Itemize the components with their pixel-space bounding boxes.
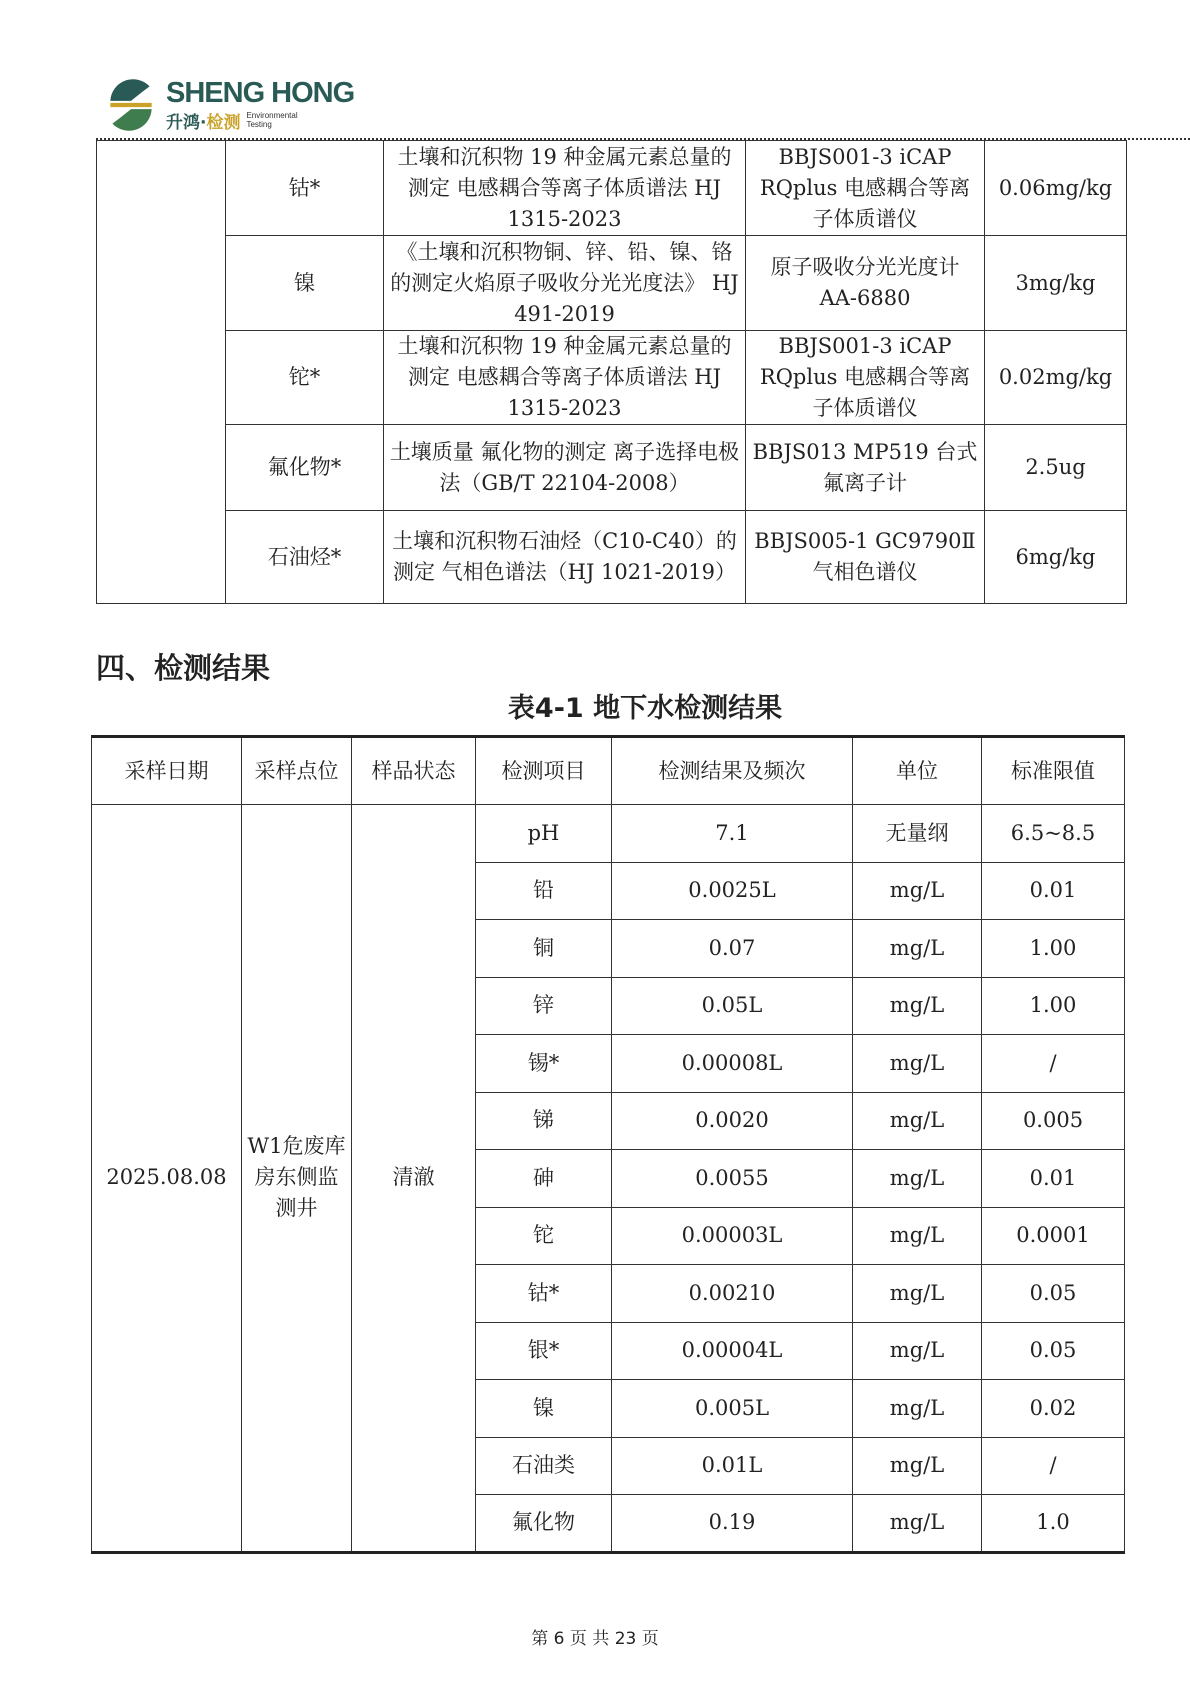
- unit-cell: 无量纲: [853, 805, 982, 863]
- item-cell: 铊: [476, 1207, 612, 1265]
- method-table: [96, 140, 1127, 604]
- result-cell: 0.05L: [612, 977, 853, 1035]
- method-cell: 土壤和沉积物 19 种金属元素总量的测定 电感耦合等离子体质谱法 HJ 1315-2023: [384, 141, 746, 236]
- sampling-date: 2025.08.08: [92, 805, 242, 1553]
- company-logo: [100, 74, 354, 136]
- result-cell: 0.01L: [612, 1437, 853, 1495]
- limit-cell: 6mg/kg: [985, 511, 1127, 604]
- unit-cell: mg/L: [853, 1035, 982, 1093]
- std-cell: 0.05: [982, 1265, 1125, 1323]
- item-cell: 石油烃*: [226, 511, 384, 604]
- table-caption: 表4-1 地下水检测结果: [507, 693, 783, 724]
- item-cell: 钴*: [226, 141, 384, 236]
- header-cell: 检测项目: [476, 737, 612, 805]
- limit-cell: 3mg/kg: [985, 236, 1127, 331]
- std-cell: 0.01: [982, 1150, 1125, 1208]
- unit-cell: mg/L: [853, 862, 982, 920]
- result-cell: 0.0025L: [612, 862, 853, 920]
- header-cell: 样品状态: [352, 737, 476, 805]
- section-heading: 四、检测结果: [96, 651, 271, 685]
- method-row: [97, 511, 1127, 604]
- item-cell: 钴*: [476, 1265, 612, 1323]
- unit-cell: mg/L: [853, 1207, 982, 1265]
- logo-sub2: Testing: [246, 120, 272, 129]
- logo-english: SHENG HONG: [166, 76, 355, 109]
- std-cell: 0.02: [982, 1380, 1125, 1438]
- limit-cell: 0.02mg/kg: [985, 331, 1127, 425]
- unit-cell: mg/L: [853, 1150, 982, 1208]
- unit-cell: mg/L: [853, 1092, 982, 1150]
- method-cell: 土壤质量 氟化物的测定 离子选择电极法（GB/T 22104-2008）: [384, 425, 746, 511]
- std-cell: 1.0: [982, 1495, 1125, 1553]
- unit-cell: mg/L: [853, 1437, 982, 1495]
- logo-cn-name: 升鸿·: [166, 112, 207, 133]
- std-cell: 0.005: [982, 1092, 1125, 1150]
- item-cell: 氟化物*: [226, 425, 384, 511]
- logo-sub1: Environmental: [246, 111, 298, 120]
- result-cell: 0.00004L: [612, 1322, 853, 1380]
- header-cell: 采样点位: [242, 737, 352, 805]
- logo-mark-icon: [100, 74, 162, 136]
- unit-cell: mg/L: [853, 1322, 982, 1380]
- unit-cell: mg/L: [853, 920, 982, 978]
- std-cell: 1.00: [982, 920, 1125, 978]
- item-cell: 镍: [226, 236, 384, 331]
- item-cell: 铊*: [226, 331, 384, 425]
- result-cell: 0.07: [612, 920, 853, 978]
- std-cell: 0.01: [982, 862, 1125, 920]
- logo-cn-testing: 检测: [206, 112, 241, 133]
- item-cell: 镍: [476, 1380, 612, 1438]
- item-cell: 银*: [476, 1322, 612, 1380]
- unit-cell: mg/L: [853, 1265, 982, 1323]
- header-cell: 单位: [853, 737, 982, 805]
- method-cell: 《土壤和沉积物铜、锌、铅、镍、铬的测定火焰原子吸收分光光度法》 HJ 491-2019: [384, 236, 746, 331]
- item-cell: 石油类: [476, 1437, 612, 1495]
- item-cell: 锑: [476, 1092, 612, 1150]
- header-row: [92, 737, 1125, 805]
- std-cell: 6.5~8.5: [982, 805, 1125, 863]
- item-cell: 砷: [476, 1150, 612, 1208]
- method-cell: 土壤和沉积物石油烃（C10-C40）的测定 气相色谱法（HJ 1021-2019）: [384, 511, 746, 604]
- result-row: [92, 805, 1125, 863]
- method-row: [97, 141, 1127, 236]
- result-cell: 7.1: [612, 805, 853, 863]
- limit-cell: 2.5ug: [985, 425, 1127, 511]
- method-cell: 土壤和沉积物 19 种金属元素总量的测定 电感耦合等离子体质谱法 HJ 1315-2023: [384, 331, 746, 425]
- category-cell: [97, 141, 226, 604]
- std-cell: /: [982, 1437, 1125, 1495]
- std-cell: /: [982, 1035, 1125, 1093]
- method-row: [97, 236, 1127, 331]
- sample-state: 清澈: [352, 805, 476, 1553]
- std-cell: 0.0001: [982, 1207, 1125, 1265]
- result-cell: 0.19: [612, 1495, 853, 1553]
- item-cell: 氟化物: [476, 1495, 612, 1553]
- limit-cell: 0.06mg/kg: [985, 141, 1127, 236]
- header-cell: 标准限值: [982, 737, 1125, 805]
- page-number: 第 6 页 共 23 页: [531, 1629, 659, 1649]
- result-cell: 0.0055: [612, 1150, 853, 1208]
- item-cell: 铅: [476, 862, 612, 920]
- sampling-location: W1危废库房东侧监测井: [242, 805, 352, 1553]
- item-cell: pH: [476, 805, 612, 863]
- header-cell: 检测结果及频次: [612, 737, 853, 805]
- instrument-cell: 原子吸收分光光度计 AA-6880: [746, 236, 985, 331]
- item-cell: 铜: [476, 920, 612, 978]
- std-cell: 0.05: [982, 1322, 1125, 1380]
- item-cell: 锡*: [476, 1035, 612, 1093]
- result-cell: 0.0020: [612, 1092, 853, 1150]
- item-cell: 锌: [476, 977, 612, 1035]
- unit-cell: mg/L: [853, 1495, 982, 1553]
- header-cell: 采样日期: [92, 737, 242, 805]
- results-table: [91, 735, 1125, 1554]
- instrument-cell: BBJS001-3 iCAP RQplus 电感耦合等离子体质谱仪: [746, 141, 985, 236]
- unit-cell: mg/L: [853, 1380, 982, 1438]
- instrument-cell: BBJS013 MP519 台式氟离子计: [746, 425, 985, 511]
- unit-cell: mg/L: [853, 977, 982, 1035]
- result-cell: 0.00003L: [612, 1207, 853, 1265]
- instrument-cell: BBJS001-3 iCAP RQplus 电感耦合等离子体质谱仪: [746, 331, 985, 425]
- result-cell: 0.00008L: [612, 1035, 853, 1093]
- result-cell: 0.00210: [612, 1265, 853, 1323]
- method-row: [97, 331, 1127, 425]
- result-cell: 0.005L: [612, 1380, 853, 1438]
- instrument-cell: BBJS005-1 GC9790Ⅱ 气相色谱仪: [746, 511, 985, 604]
- std-cell: 1.00: [982, 977, 1125, 1035]
- method-row: [97, 425, 1127, 511]
